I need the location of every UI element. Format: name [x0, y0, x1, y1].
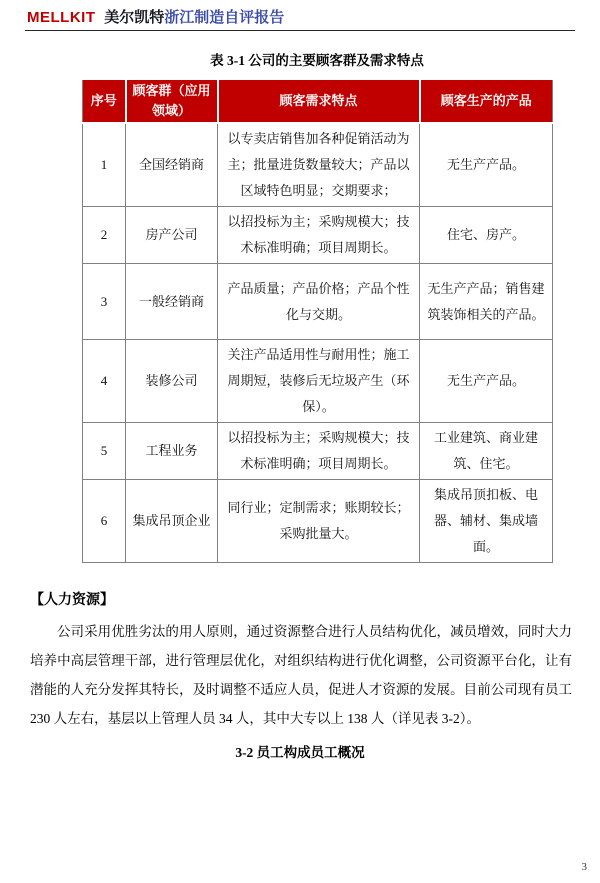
table-row — [83, 480, 553, 563]
table-cell: 6 — [83, 480, 126, 563]
table-header-cell: 序号 — [83, 79, 126, 123]
section-heading-hr: 【人力资源】 — [30, 593, 114, 609]
table-cell: 同行业；定制需求；账期较长；采购批量大。 — [218, 480, 420, 563]
table-cell: 2 — [83, 207, 126, 264]
table-cell: 5 — [83, 423, 126, 480]
running-header — [0, 0, 600, 27]
table-cell: 产品质量；产品价格；产品个性化与交期。 — [218, 264, 420, 340]
table-cell: 房产公司 — [126, 207, 218, 264]
table-cell: 4 — [83, 340, 126, 423]
table-cell: 无生产产品。 — [420, 123, 553, 207]
table-cell: 1 — [83, 123, 126, 207]
company-name: 美尔凯特 — [104, 10, 165, 26]
table-cell: 集成吊顶扣板、电器、辅材、集成墙面。 — [420, 480, 553, 563]
table-cell: 工程业务 — [126, 423, 218, 480]
header-brand-line — [27, 9, 575, 27]
page-number: 3 — [581, 861, 587, 873]
table-cell: 装修公司 — [126, 340, 218, 423]
brand-logo-text: MELLKIT — [27, 9, 96, 26]
table-cell: 一般经销商 — [126, 264, 218, 340]
header-divider — [25, 30, 575, 31]
table-cell: 无生产产品。 — [420, 340, 553, 423]
customer-groups-table — [82, 78, 553, 563]
table-header-cell: 顾客群（应用领域） — [126, 79, 218, 123]
table-cell: 关注产品适用性与耐用性；施工周期短，装修后无垃圾产生（环保）。 — [218, 340, 420, 423]
table-caption: 表 3-1 公司的主要顾客群及需求特点 — [210, 53, 424, 68]
doc-title: 浙江制造自评报告 — [164, 10, 285, 26]
table-body — [83, 123, 553, 563]
table-row — [83, 340, 553, 423]
table-header-row — [83, 79, 553, 123]
table-cell: 3 — [83, 264, 126, 340]
table-cell: 工业建筑、商业建筑、住宅。 — [420, 423, 553, 480]
table-row — [83, 207, 553, 264]
table-header-cell: 顾客生产的产品 — [420, 79, 553, 123]
table-header-cell: 顾客需求特点 — [218, 79, 420, 123]
table-row — [83, 123, 553, 207]
subsection-title: 3-2 员工构成员工概况 — [235, 745, 365, 761]
body-paragraph: 公司采用优胜劣汰的用人原则，通过资源整合进行人员结构优化，减员增效，同时大力培养中高层管理干部，进行管理层优化，对组织结构进行优化调整，公司资源平台化，让有潜能的人充分发挥其特长，及时调整不适应人员，促进人才资源的发展。目前公司现有员工 230 人左右，基层以上管理人员 34 人，其中大专以上 138 人（详见表 3-2）。 — [30, 624, 572, 726]
table-row — [83, 423, 553, 480]
table-cell: 全国经销商 — [126, 123, 218, 207]
table-cell: 住宅、房产。 — [420, 207, 553, 264]
table-cell: 以招投标为主；采购规模大；技术标准明确；项目周期长。 — [218, 423, 420, 480]
table-cell: 集成吊顶企业 — [126, 480, 218, 563]
table-row — [83, 264, 553, 340]
table-cell: 无生产产品；销售建筑装饰相关的产品。 — [420, 264, 553, 340]
table-cell: 以招投标为主；采购规模大；技术标准明确；项目周期长。 — [218, 207, 420, 264]
table-head — [83, 79, 553, 123]
table-cell: 以专卖店销售加各种促销活动为主；批量进货数量较大；产品以区域特色明显；交期要求； — [218, 123, 420, 207]
